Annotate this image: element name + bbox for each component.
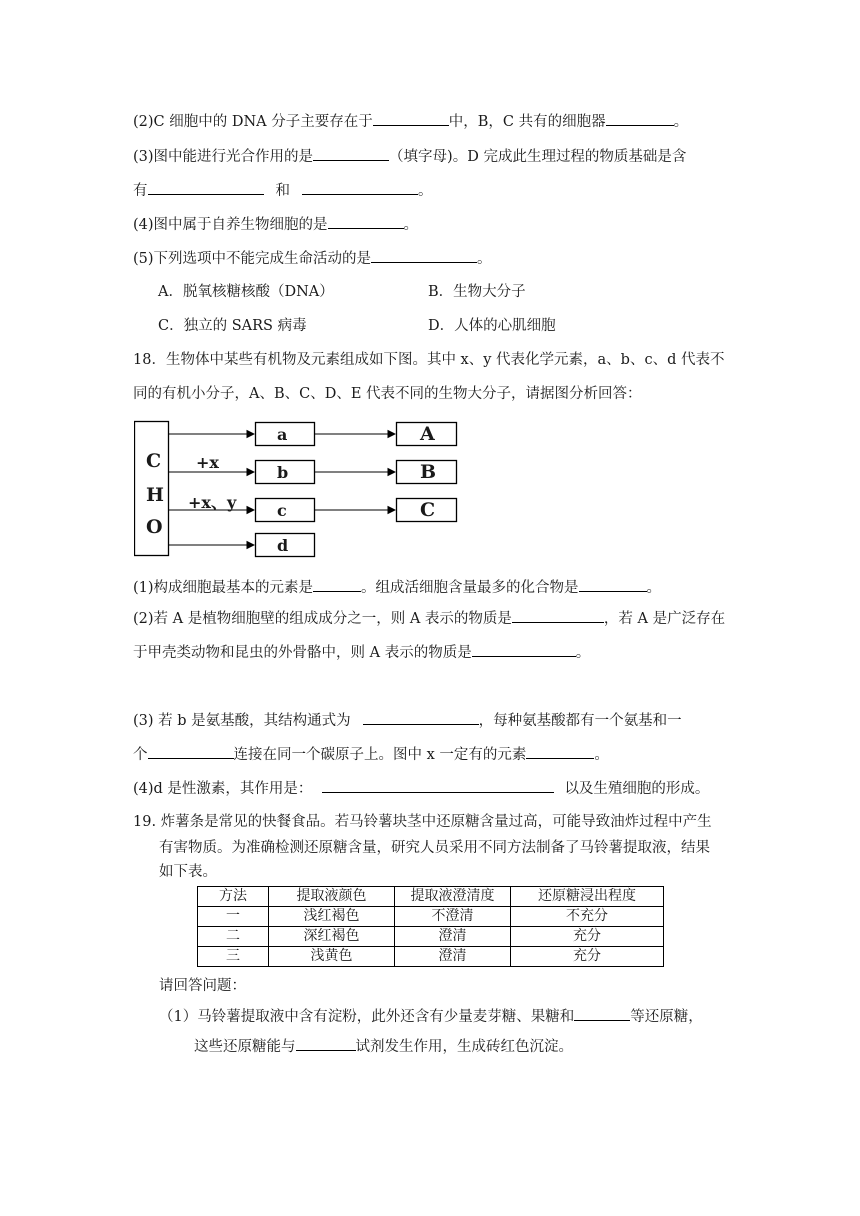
table-cell: 二: [198, 927, 269, 947]
q19-p1-text-d: 试剂发生作用，生成砖红色沉淀。: [355, 1039, 573, 1055]
blank-autotroph[interactable]: [328, 214, 404, 229]
header-color: 提取液颜色: [269, 887, 395, 907]
q18-p1-text-a: (1)构成细胞最基本的元素是: [133, 580, 314, 596]
table-cell: 浅黄色: [269, 947, 395, 967]
q18-part3-cont: [133, 744, 609, 765]
q18-p4-text-b: 以及生殖细胞的形成。: [564, 781, 710, 797]
q17-p2-text-a: (2)C 细胞中的 DNA 分子主要存在于: [133, 114, 373, 130]
q18-part1: [133, 577, 661, 598]
q17-part5: [133, 248, 492, 269]
q17-part2: [133, 111, 688, 132]
table-cell: 充分: [511, 947, 664, 967]
q17-p5-text: (5)下列选项中不能完成生命活动的是: [133, 251, 372, 267]
q19-p1-text-b: 等还原糖，: [630, 1009, 703, 1025]
q18-part3: [133, 710, 682, 731]
q18-p2-text-a: (2)若 A 是植物细胞壁的组成成分之一，则 A 表示的物质是: [133, 611, 512, 627]
q18-p3-end: 。: [594, 747, 609, 763]
element-o-label: O: [146, 516, 163, 538]
q18-stem-line1: 18．生物体中某些有机物及元素组成如下图。其中 x、y 代表化学元素，a、b、c、d 代表不: [133, 352, 725, 368]
small-molecule-a: a: [277, 425, 288, 444]
q18-p2-text-c: 于甲壳类动物和昆虫的外骨骼中，则 A 表示的物质是: [133, 645, 472, 661]
q18-part4: [133, 778, 709, 799]
blank-basic-element[interactable]: [313, 577, 361, 592]
blank-no-life[interactable]: [371, 248, 477, 263]
q18-p3-text-c: 个: [133, 747, 148, 763]
small-molecule-c: c: [277, 501, 287, 520]
blank-most-compound[interactable]: [579, 577, 647, 592]
add-x-label: +x: [196, 453, 219, 472]
table-cell: 浅红褐色: [269, 907, 395, 927]
q17-p3-text-b: （填字母)。D 完成此生理过程的物质基础是含: [389, 149, 687, 165]
q17-p3-text-c: 有: [133, 183, 148, 199]
table-cell: 不澄清: [395, 907, 511, 927]
q18-part2: [133, 608, 725, 629]
table-cell: 澄清: [395, 927, 511, 947]
q18-p3-text-a: (3) 若 b 是氨基酸，其结构通式为: [133, 713, 351, 729]
option-a[interactable]: A．脱氧核糖核酸（DNA）: [158, 284, 334, 300]
q17-p5-end: 。: [477, 251, 492, 267]
blank-carboxyl[interactable]: [148, 744, 234, 759]
table-cell: 充分: [511, 927, 664, 947]
table-row: [198, 907, 664, 927]
element-c-label: C: [146, 450, 162, 472]
header-method: 方法: [198, 887, 269, 907]
q18-stem-line2: 同的有机小分子，A、B、C、D、E 代表不同的生物大分子，请据图分析回答：: [133, 386, 642, 402]
blank-photosynthesis-cell[interactable]: [313, 146, 389, 161]
q17-part3: [133, 146, 686, 167]
q19-stem-line2: 有害物质。为准确检测还原糖含量，研究人员采用不同方法制备了马铃薯提取液，结果: [159, 840, 710, 856]
macromolecule-c: C: [420, 499, 436, 521]
table-cell: 一: [198, 907, 269, 927]
table-cell: 三: [198, 947, 269, 967]
q18-p2-text-b: ，若 A 是广泛存在: [603, 611, 726, 627]
q17-p3-text-a: (3)图中能进行光合作用的是: [133, 149, 314, 165]
blank-exoskeleton-substance[interactable]: [472, 642, 576, 657]
element-composition-diagram: [134, 416, 474, 564]
blank-reagent[interactable]: [296, 1036, 356, 1051]
option-d[interactable]: D．人体的心肌细胞: [428, 318, 556, 334]
add-xy-label: +x、y: [188, 493, 237, 512]
q17-p4-text: (4)图中属于自养生物细胞的是: [133, 217, 328, 233]
q17-p3-and: 和: [275, 183, 290, 199]
table-row: [198, 947, 664, 967]
blank-hormone-function[interactable]: [322, 778, 554, 793]
q19-stem-line1: 19. 炸薯条是常见的快餐食品。若马铃薯块茎中还原糖含量过高，可能导致油炸过程中产生: [133, 814, 712, 830]
q19-p1-text-c: 这些还原糖能与: [194, 1039, 296, 1055]
q19-ask: 请回答问题：: [159, 978, 246, 994]
option-c[interactable]: C．独立的 SARS 病毒: [158, 318, 307, 334]
q18-part2-cont: [133, 642, 590, 663]
table-row: [198, 927, 664, 947]
blank-shared-organelle[interactable]: [606, 111, 674, 126]
blank-x-element[interactable]: [526, 744, 594, 759]
q18-p4-text-a: (4)d 是性激素，其作用是：: [133, 781, 313, 797]
extraction-results-table: [197, 886, 664, 967]
small-molecule-d: d: [277, 536, 289, 555]
q18-p3-text-b: ，每种氨基酸都有一个氨基和一: [478, 713, 682, 729]
q17-p2-end: 。: [673, 114, 689, 130]
table-header-row: [198, 887, 664, 907]
q17-p2-text-b: 中，B，C 共有的细胞器: [448, 114, 606, 130]
blank-reducing-sugar[interactable]: [574, 1006, 630, 1021]
q19-part1: [159, 1006, 703, 1027]
q18-p2-end: 。: [575, 645, 591, 661]
q18-p1-text-b: 。组成活细胞含量最多的化合物是: [361, 580, 579, 596]
blank-pigment-2[interactable]: [302, 180, 418, 195]
q18-p1-end: 。: [646, 580, 662, 596]
table-cell: 澄清: [395, 947, 511, 967]
element-h-label: H: [146, 484, 164, 506]
blank-pigment-1[interactable]: [148, 180, 264, 195]
q18-p3-text-d: 连接在同一个碳原子上。图中 x 一定有的元素: [233, 747, 527, 763]
blank-dna-location[interactable]: [373, 111, 449, 126]
q17-part3-cont: [133, 180, 433, 201]
q17-p3-end: 。: [418, 183, 433, 199]
table-cell: 深红褐色: [269, 927, 395, 947]
q19-part1-cont: [194, 1036, 573, 1057]
table-cell: 不充分: [511, 907, 664, 927]
option-b[interactable]: B．生物大分子: [428, 284, 526, 300]
header-leaching: 还原糖浸出程度: [511, 887, 664, 907]
small-molecule-b: b: [277, 463, 289, 482]
q19-p1-text-a: （1）马铃薯提取液中含有淀粉，此外还含有少量麦芽糖、果糖和: [159, 1009, 575, 1025]
macromolecule-a: A: [420, 423, 435, 445]
header-clarity: 提取液澄清度: [395, 887, 511, 907]
blank-general-formula[interactable]: [363, 710, 479, 725]
macromolecule-b: B: [420, 461, 437, 483]
blank-cell-wall-substance[interactable]: [512, 608, 604, 623]
q19-stem-line3: 如下表。: [159, 864, 217, 880]
q17-part4: [133, 214, 418, 235]
q17-p4-end: 。: [403, 217, 419, 233]
